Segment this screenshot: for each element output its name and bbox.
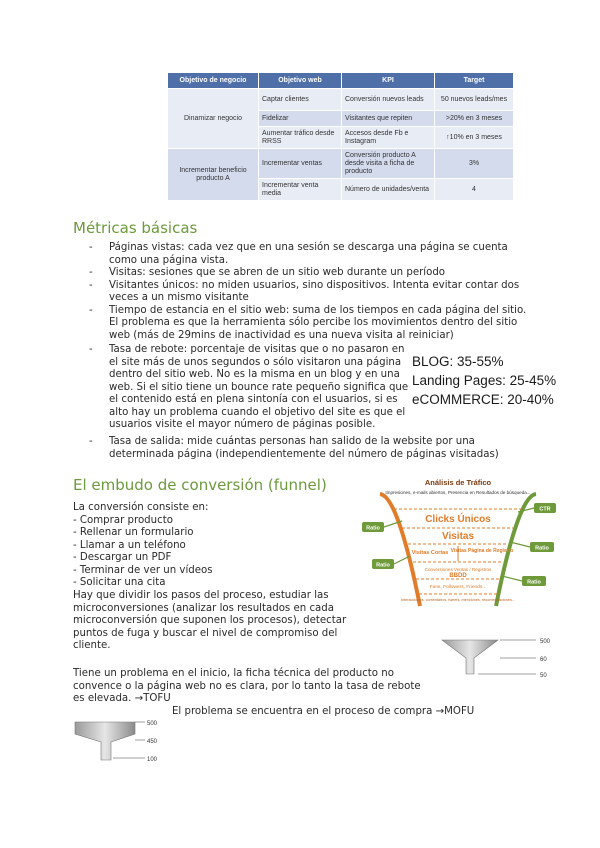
metricas-list-bounce	[89, 344, 409, 432]
list-item: - Visitantes únicos: no miden usuarios, sino dispositivos. Intenta evitar contar dos veces a un mismo visitante	[89, 280, 529, 305]
list-item: - Visitas: sesiones que se abren de un sitio web durante un período	[89, 267, 529, 280]
kpi-header-objetivo-negocio: Objetivo de negocio	[168, 73, 259, 89]
metricas-list	[89, 242, 529, 342]
funnel-level-visitas: Visitas	[441, 531, 475, 542]
kpi-table	[167, 72, 514, 201]
funnel-value: 450	[147, 739, 158, 745]
kpi-cell-web: Captar clientes	[259, 89, 342, 111]
kpi-cell-kpi: Conversión producto A desde visita a ficha de producto	[342, 149, 435, 179]
kpi-cell-kpi: Visitantes que repiten	[342, 111, 435, 127]
ratio-label: Ratio	[376, 562, 390, 569]
list-item: - Llamar a un teléfono	[73, 539, 186, 551]
funnel-level-conversiones: Conversiones Ventas / Registros	[424, 567, 492, 572]
funnel-value: 50	[540, 673, 547, 679]
ratio-label: Ratio	[366, 525, 380, 532]
list-item: - Comprar producto	[73, 514, 173, 526]
section-title-metricas: Métricas básicas	[73, 219, 198, 237]
kpi-cell-web: Incrementar venta media	[259, 179, 342, 201]
kpi-header-kpi: KPI	[342, 73, 435, 89]
funnel-level-clicks: Clicks Únicos	[425, 514, 491, 525]
bounce-note-blog: BLOG: 35-55%	[412, 354, 504, 369]
bounce-note-landing: Landing Pages: 25-45%	[412, 373, 557, 388]
bounce-note-ecommerce: eCOMMERCE: 20-40%	[412, 392, 554, 407]
kpi-cell-kpi: Número de unidades/venta	[342, 179, 435, 201]
section-title-embudo: El embudo de conversión (funnel)	[73, 476, 327, 494]
funnel-level-visitas-cortas: Visitas Cortas	[411, 550, 449, 556]
kpi-cell-web: Aumentar tráfico desde RRSS	[259, 127, 342, 149]
metricas-list-exit	[89, 436, 529, 461]
kpi-cell-kpi: Conversión nuevos leads	[342, 89, 435, 111]
kpi-cell-target: 50 nuevos leads/mes	[435, 89, 514, 111]
kpi-cell-target: 4	[435, 179, 514, 201]
funnel-value: 500	[540, 639, 551, 645]
kpi-cell-web: Incrementar ventas	[259, 149, 342, 179]
list-item: - Terminar de ver un vídeos	[73, 564, 213, 576]
bounce-rate-notes	[412, 352, 556, 409]
list-item: - Tasa de rebote: porcentaje de visitas que o no pasaron en el site más de unos segundos o sólo visitaron una página dentro del sitio web. No es la misma en un blog y en una web. Si el sitio tiene un bounce rate pequeño significa que el contenido está en plena sintonía con el usuarios, si es alto hay un problema cuando el objetivo del site es que el usuarios visite el mayor número de páginas posible.	[89, 344, 409, 432]
ctr-label: CTR	[539, 506, 551, 513]
list-item: - Páginas vistas: cada vez que en una sesión se descarga una página se cuenta como una página vista.	[89, 242, 529, 267]
funnel-level-fans: Fans, Followers, Friends...	[429, 585, 487, 590]
ratio-label: Ratio	[535, 545, 549, 552]
funnel-level-bbdd: BBDD	[449, 573, 467, 579]
embudo-para-1: Hay que dividir los pasos del proceso, estudiar las microconversiones (analizar los resultados en cada microconversión que suponen los procesos), detectar puntos de fuga y buscar el nivel de compromiso del cliente.	[73, 590, 347, 651]
list-item: - Solicitar una cita	[73, 577, 166, 588]
kpi-cell-kpi: Accesos desde Fb e Instagram	[342, 127, 435, 149]
funnel-value: 100	[147, 757, 158, 763]
small-funnel-2	[73, 716, 168, 766]
funnel-value: 60	[540, 657, 547, 663]
kpi-cell-target: 3%	[435, 149, 514, 179]
kpi-cell-web: Fidelizar	[259, 111, 342, 127]
funnel-value: 500	[147, 721, 158, 727]
funnel-diagram	[358, 476, 558, 634]
kpi-cell-target: ↑10% en 3 meses	[435, 127, 514, 149]
kpi-header-target: Target	[435, 73, 514, 89]
table-row	[168, 89, 514, 111]
kpi-cell-objective: Incrementar beneficio producto A	[168, 149, 259, 201]
list-item: - Descargar un PDF	[73, 552, 172, 563]
funnel-shape	[442, 640, 498, 674]
funnel-subtitle: Impresiones, e-mails abiertos, Presencia en Resultados de búsqueda...	[385, 490, 531, 495]
embudo-intro: La conversión consiste en:	[73, 502, 209, 513]
funnel-level-interacciones: Interacciones, comentarios, tweets, menciones, recomendaciones...	[400, 598, 516, 602]
kpi-header-objetivo-web: Objetivo web	[259, 73, 342, 89]
kpi-cell-objective: Dinamizar negocio	[168, 89, 259, 149]
embudo-para-3: El problema se encuentra en el proceso de compra →MOFU	[172, 706, 475, 717]
kpi-cell-target: >20% en 3 meses	[435, 111, 514, 127]
small-funnel-1	[440, 634, 565, 682]
list-item: - Tasa de salida: mide cuántas personas han salido de la website por una determinada página (independientemente del número de páginas visitadas)	[89, 436, 529, 461]
list-item: - Rellenar un formulario	[73, 527, 194, 538]
funnel-shape	[75, 722, 135, 760]
funnel-title: Análisis de Tráfico	[424, 478, 492, 487]
embudo-para-2: Tiene un problema en el inicio, la ficha técnica del producto no convence o la página web no es clara, por lo tanto la tasa de rebote es elevada. →TOFU	[73, 668, 421, 704]
list-item: - Tiempo de estancia en el sitio web: suma de los tiempos en cada página del sitio. El problema es que la herramienta sólo percibe los movimientos dentro del sitio web (más de 29mins de inactividad es una nueva visita al reiniciar)	[89, 305, 529, 343]
funnel-level-visitas-registro: Visitas Página de Registro	[450, 548, 514, 554]
ratio-label: Ratio	[527, 579, 541, 586]
table-row	[168, 149, 514, 179]
embudo-intro-block	[73, 502, 363, 590]
